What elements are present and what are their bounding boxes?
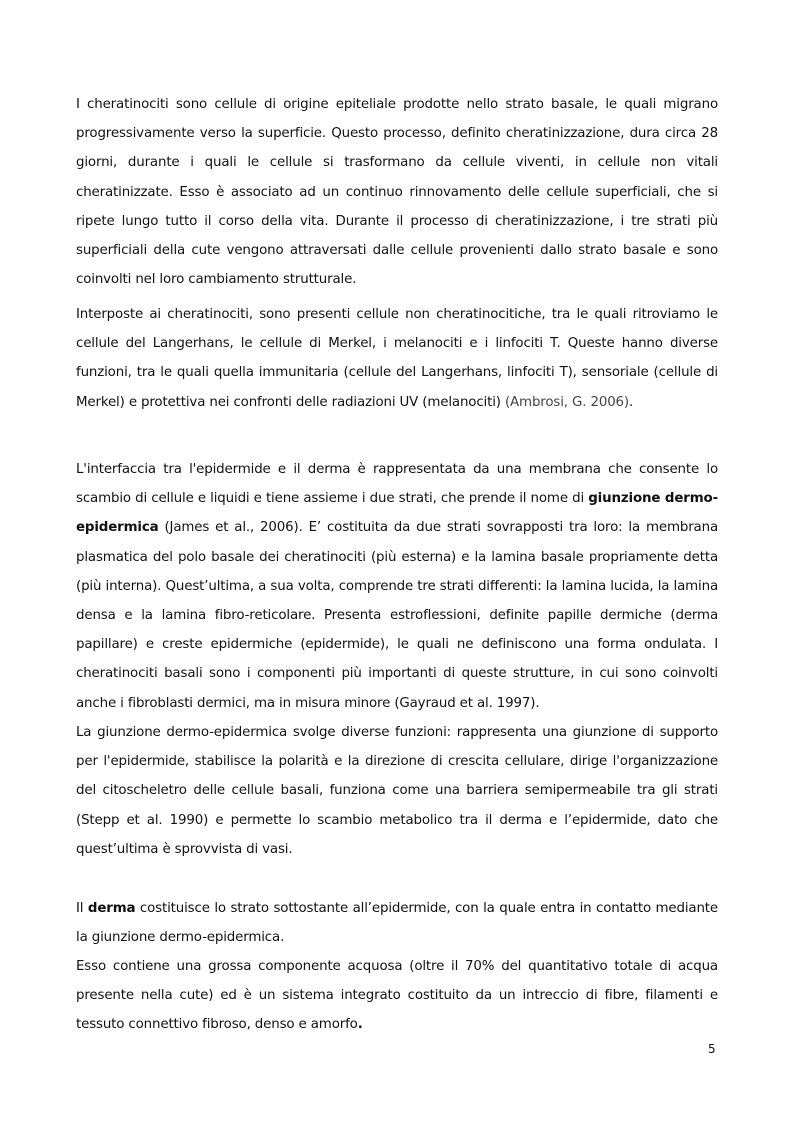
paragraph-end: .	[629, 394, 634, 410]
paragraph-text-after: costituisce lo strato sottostante all’epidermide, con la quale entra in contatto mediante la giunzione dermo-epidermica.	[76, 901, 718, 946]
paragraph-derma-intro	[76, 894, 718, 952]
paragraph-text: Esso contiene una grossa componente acquosa (oltre il 70% del quantitativo totale di acqua presente nella cute) ed è un sistema integrato costituito da un intreccio di fibre, filamenti e tessuto connettivo fibroso, denso e amorfo	[76, 959, 718, 1033]
paragraph-end-mark: .	[357, 1017, 363, 1033]
paragraph-funzioni-giunzione: La giunzione dermo-epidermica svolge diverse funzioni: rappresenta una giunzione di supporto per l'epidermide, stabilisce la polarità e la direzione di crescita cellulare, dirige l'organizzazione del citoscheletro delle cellule basali, funziona come una barriera semipermeabile tra gli strati (Stepp et al. 1990) e permette lo scambio metabolico tra il derma e l’epidermide, dato che quest’ultima è sprovvista di vasi.	[76, 725, 718, 857]
term-giunzione-dermo-epidermica: giunzione dermo-epidermica	[76, 491, 719, 536]
paragraph-text-before: L'interfaccia tra l'epidermide e il derma è rappresentata da una membrana che consente lo scambio di cellule e liquidi e tiene assieme i due strati, che prende il nome di	[76, 462, 718, 507]
paragraph-text: Interposte ai cheratinociti, sono presenti cellule non cheratinocitiche, tra le quali ritroviamo le cellule del Langerhans, le cellule di Merkel, i melanociti e i linfociti T. Queste hanno diverse funzioni, tra le quali quella immunitaria (cellule del Langerhans, linfociti T), sensoriale (cellule di Merkel) e protettiva nei confronti delle radiazioni UV (melanociti)	[76, 307, 718, 410]
paragraph-derma-composizione	[76, 952, 718, 1040]
page-number: 5	[708, 1042, 716, 1056]
citation: (Ambrosi, G. 2006)	[504, 394, 630, 410]
paragraph-text-after: (James et al., 2006). E’ costituita da due strati sovrapposti tra loro: la membrana plasmatica del polo basale dei cheratinociti (più esterna) e la lamina basale propriamente detta (più interna). Quest’ultima, a sua volta, comprende tre strati differenti: la lamina lucida, la lamina densa e la lamina fibro-reticolare. Presenta estroflessioni, definite papille dermiche (derma papillare) e creste epidermiche (epidermide), le quali ne definiscono una forma ondulata. I cheratinociti basali sono i componenti più importanti di queste strutture, in cui sono coinvolti anche i fibroblasti dermici, ma in misura minore (Gayraud et al. 1997).	[76, 520, 719, 711]
paragraph-cheratinociti: I cheratinociti sono cellule di origine epiteliale prodotte nello strato basale, le quali migrano progressivamente verso la superficie. Questo processo, definito cheratinizzazione, dura circa 28 giorni, durante i quali le cellule si trasformano da cellule viventi, in cellule non vitali cheratinizzate. Esso è associato ad un continuo rinnovamento delle cellule superficiali, che si ripete lungo tutto il corso della vita. Durante il processo di cheratinizzazione, i tre strati più superficiali della cute vengono attraversati dalle cellule provenienti dallo strato basale e sono coinvolti nel loro cambiamento strutturale.	[76, 97, 718, 288]
paragraph-cellule-non-cheratinocitiche	[76, 300, 718, 417]
paragraph-giunzione	[76, 455, 718, 718]
paragraph-text-before: Il	[76, 901, 84, 916]
term-derma: derma	[87, 901, 136, 916]
